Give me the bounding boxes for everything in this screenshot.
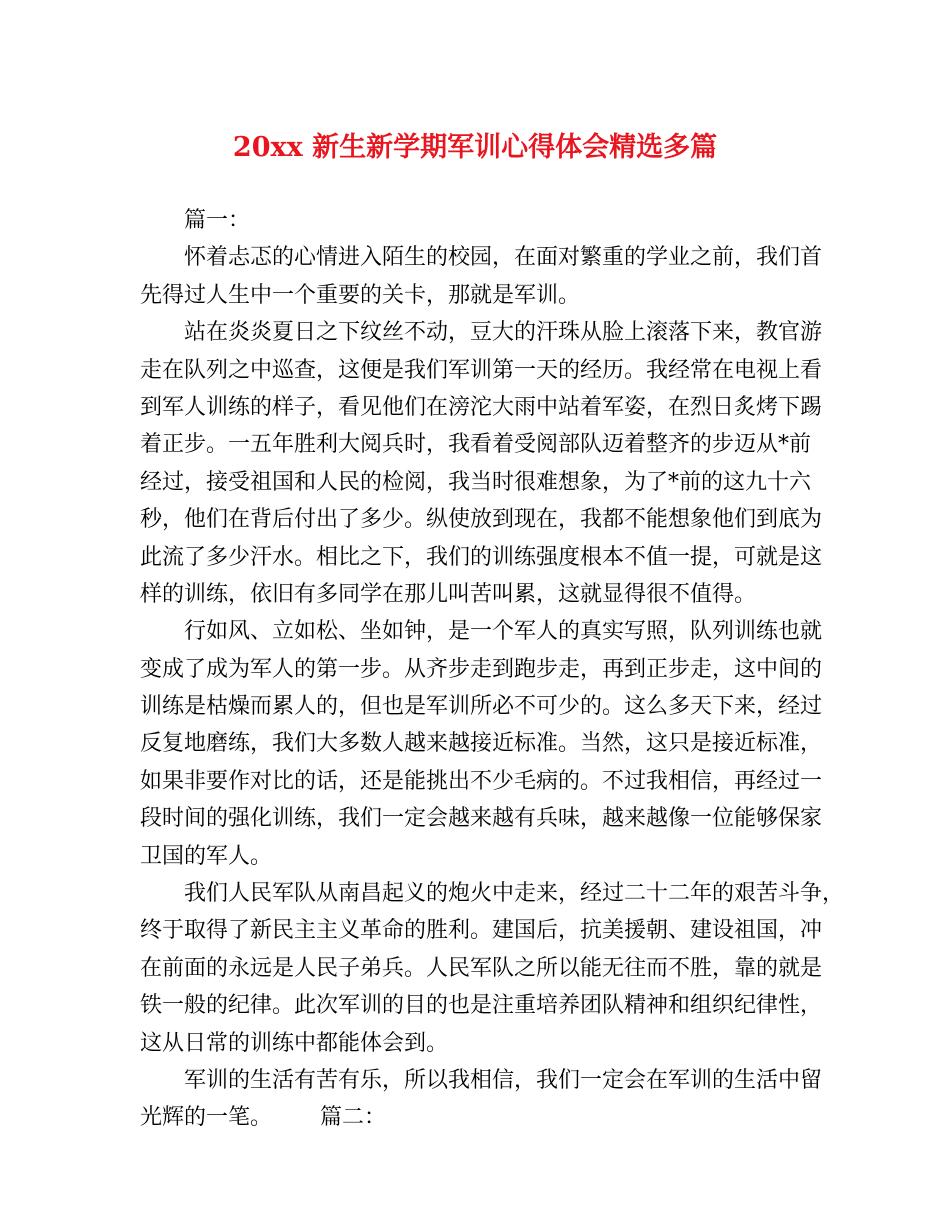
text-line: 怀着忐忑的心情进入陌生的校园，在面对繁重的学业之前，我们首 <box>184 245 823 271</box>
section-heading-2: 篇二： <box>320 1105 387 1131</box>
text-line: 如果非要作对比的话，还是能挑出不少毛病的。不过我相信，再经过一 <box>140 768 823 794</box>
text-line: 经过，接受祖国和人民的检阅，我当时很难想象，为了*前的这九十六 <box>140 469 812 495</box>
document-title: 20xx 新生新学期军训心得体会精选多篇 <box>232 132 718 163</box>
text-line: 段时间的强化训练，我们一定会越来越有兵味，越来越像一位能够保家 <box>140 806 823 832</box>
text-line: 在前面的永远是人民子弟兵。人民军队之所以能无往而不胜，靠的就是 <box>140 955 823 981</box>
text-line: 终于取得了新民主主义革命的胜利。建国后，抗美援朝、建设祖国，冲 <box>140 918 823 944</box>
text-line: 我们人民军队从南昌起义的炮火中走来，经过二十二年的艰苦斗争， <box>184 881 845 907</box>
text-line: 行如风、立如松、坐如钟，是一个军人的真实写照，队列训练也就 <box>184 619 823 645</box>
text-line: 这从日常的训练中都能体会到。 <box>140 1030 449 1056</box>
text-line: 篇一： <box>184 208 251 233</box>
text-line: 站在炎炎夏日之下纹丝不动，豆大的汗珠从脸上滚落下来，教官游 <box>184 320 823 346</box>
text-line: 到军人训练的样子，看见他们在滂沱大雨中站着军姿，在烈日炙烤下踢 <box>140 394 823 420</box>
text-line: 变成了成为军人的第一步。从齐步走到跑步走，再到正步走，这中间的 <box>140 656 823 682</box>
text-line: 铁一般的纪律。此次军训的目的也是注重培养团队精神和组织纪律性， <box>140 993 823 1019</box>
paragraph-section-heading-1 <box>140 202 816 239</box>
text-line: 训练是枯燥而累人的，但也是军训所必不可少的。这么多天下来，经过 <box>140 694 823 720</box>
text-line: 卫国的军人。 <box>140 843 273 869</box>
text-line: 样的训练，依旧有多同学在那儿叫苦叫累，这就显得很不值得。 <box>140 581 757 607</box>
text-fragment: 光辉的一笔。 <box>140 1105 273 1131</box>
text-line: 秒，他们在背后付出了多少。纵使放到现在，我都不能想象他们到底为 <box>140 507 823 533</box>
text-line: 此流了多少汗水。相比之下，我们的训练强度根本不值一提，可就是这 <box>140 544 823 570</box>
text-line: 先得过人生中一个重要的关卡，那就是军训。 <box>140 282 581 308</box>
text-line: 走在队列之中巡查，这便是我们军训第一天的经历。我经常在电视上看 <box>140 357 823 383</box>
document-body <box>140 202 845 1137</box>
paragraph-3 <box>140 613 823 875</box>
paragraph-4 <box>140 875 845 1062</box>
text-line-with-heading <box>140 1099 816 1136</box>
paragraph-2 <box>140 314 823 613</box>
paragraph-1 <box>140 239 823 314</box>
text-line: 着正步。一五年胜利大阅兵时，我看着受阅部队迈着整齐的步迈从*前 <box>140 432 812 458</box>
text-line: 反复地磨练，我们大多数人越来越接近标准。当然，这只是接近标准， <box>140 731 823 757</box>
paragraph-5 <box>140 1062 823 1137</box>
text-line: 军训的生活有苦有乐，所以我相信，我们一定会在军训的生活中留 <box>184 1067 823 1093</box>
